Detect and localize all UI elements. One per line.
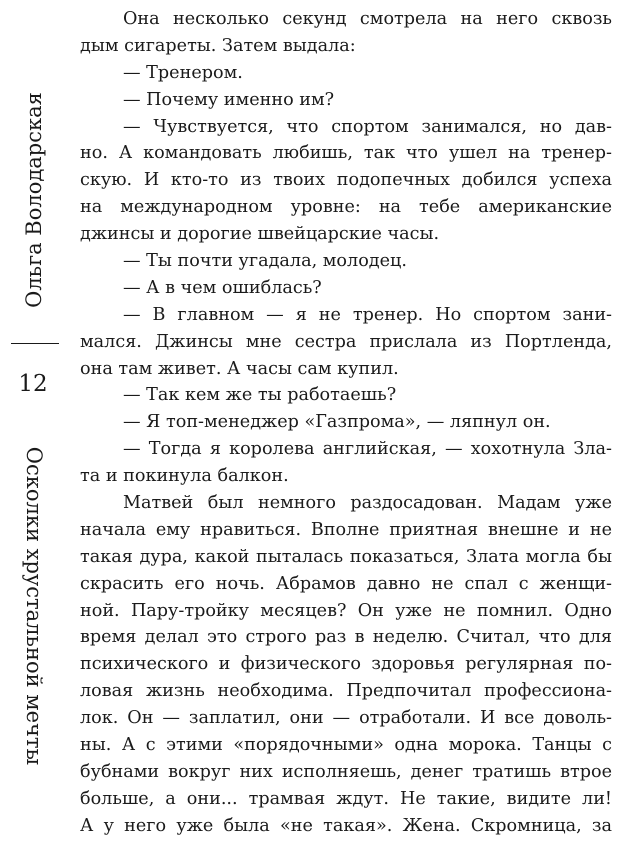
text-line: такая дура, какой пыталась показаться, Злата могла бы xyxy=(80,546,612,567)
text-line: — Почему именно им? xyxy=(123,89,335,110)
text-line: она там живет. А часы сам купил. xyxy=(80,358,399,379)
text-line: ной. Пару-тройку месяцев? Он уже не помнил. Одно xyxy=(80,600,612,621)
text-line: джинсы и дорогие швейцарские часы. xyxy=(80,224,440,245)
page-sidebar xyxy=(0,0,66,853)
text-line: больше, а они... трамвая ждут. Не такие, видите ли! xyxy=(80,788,612,809)
text-line: — Я топ-менеджер «Газпрома», — ляпнул он. xyxy=(123,412,551,433)
text-line: психического и физического здоровья регулярная по- xyxy=(80,654,612,675)
text-line: лок. Он — заплатил, они — отработали. И все доволь- xyxy=(80,708,612,729)
text-line: скую. И кто-то из твоих подопечных добился успеха xyxy=(80,170,612,191)
text-line: дым сигареты. Затем выдала: xyxy=(80,35,356,56)
text-line: — В главном — я не тренер. Но спортом зани- xyxy=(123,304,612,325)
text-line: Матвей был немного раздосадован. Мадам уже xyxy=(123,493,612,514)
running-head-author: Ольга Володарская xyxy=(22,92,46,308)
text-line: Она несколько секунд смотрела на него сквозь xyxy=(123,9,612,29)
running-head-book-title: Осколки хрустальной мечты xyxy=(22,446,46,766)
text-line: — Чувствуется, что спортом занимался, но дав- xyxy=(123,116,612,137)
text-line: — Ты почти угадала, молодец. xyxy=(123,251,407,272)
text-line: та и покинула балкон. xyxy=(80,466,289,487)
text-line: — А в чем ошиблась? xyxy=(123,277,322,298)
text-line: ловая жизнь необходима. Предпочитал профессиона- xyxy=(80,681,612,702)
body-text xyxy=(80,6,612,840)
text-line: мался. Джинсы мне сестра прислала из Портленда, xyxy=(80,331,612,352)
text-line: начала ему нравиться. Вполне приятная внешне и не xyxy=(80,519,612,540)
text-line: скрасить его ночь. Абрамов давно не спал с женщи- xyxy=(80,573,612,594)
text-line: — Тренером. xyxy=(123,62,243,83)
text-line: ны. А с этими «порядочными» одна морока. Танцы с xyxy=(80,735,612,756)
text-line: — Так кем же ты работаешь? xyxy=(123,385,397,406)
text-line: бубнами вокруг них исполняешь, денег тратишь втрое xyxy=(80,761,612,782)
text-line: — Тогда я королева английская, — хохотнула Зла- xyxy=(123,439,612,460)
page-number: 12 xyxy=(18,371,48,397)
sidebar-divider xyxy=(11,343,59,344)
text-line: но. А командовать любишь, так что ушел на тренер- xyxy=(80,143,612,164)
text-line: на международном уровне: на тебе американские xyxy=(80,197,612,218)
text-line: время делал это строго раз в неделю. Считал, что для xyxy=(80,627,612,648)
text-line: А у него уже была «не такая». Жена. Скромница, за xyxy=(80,815,612,836)
